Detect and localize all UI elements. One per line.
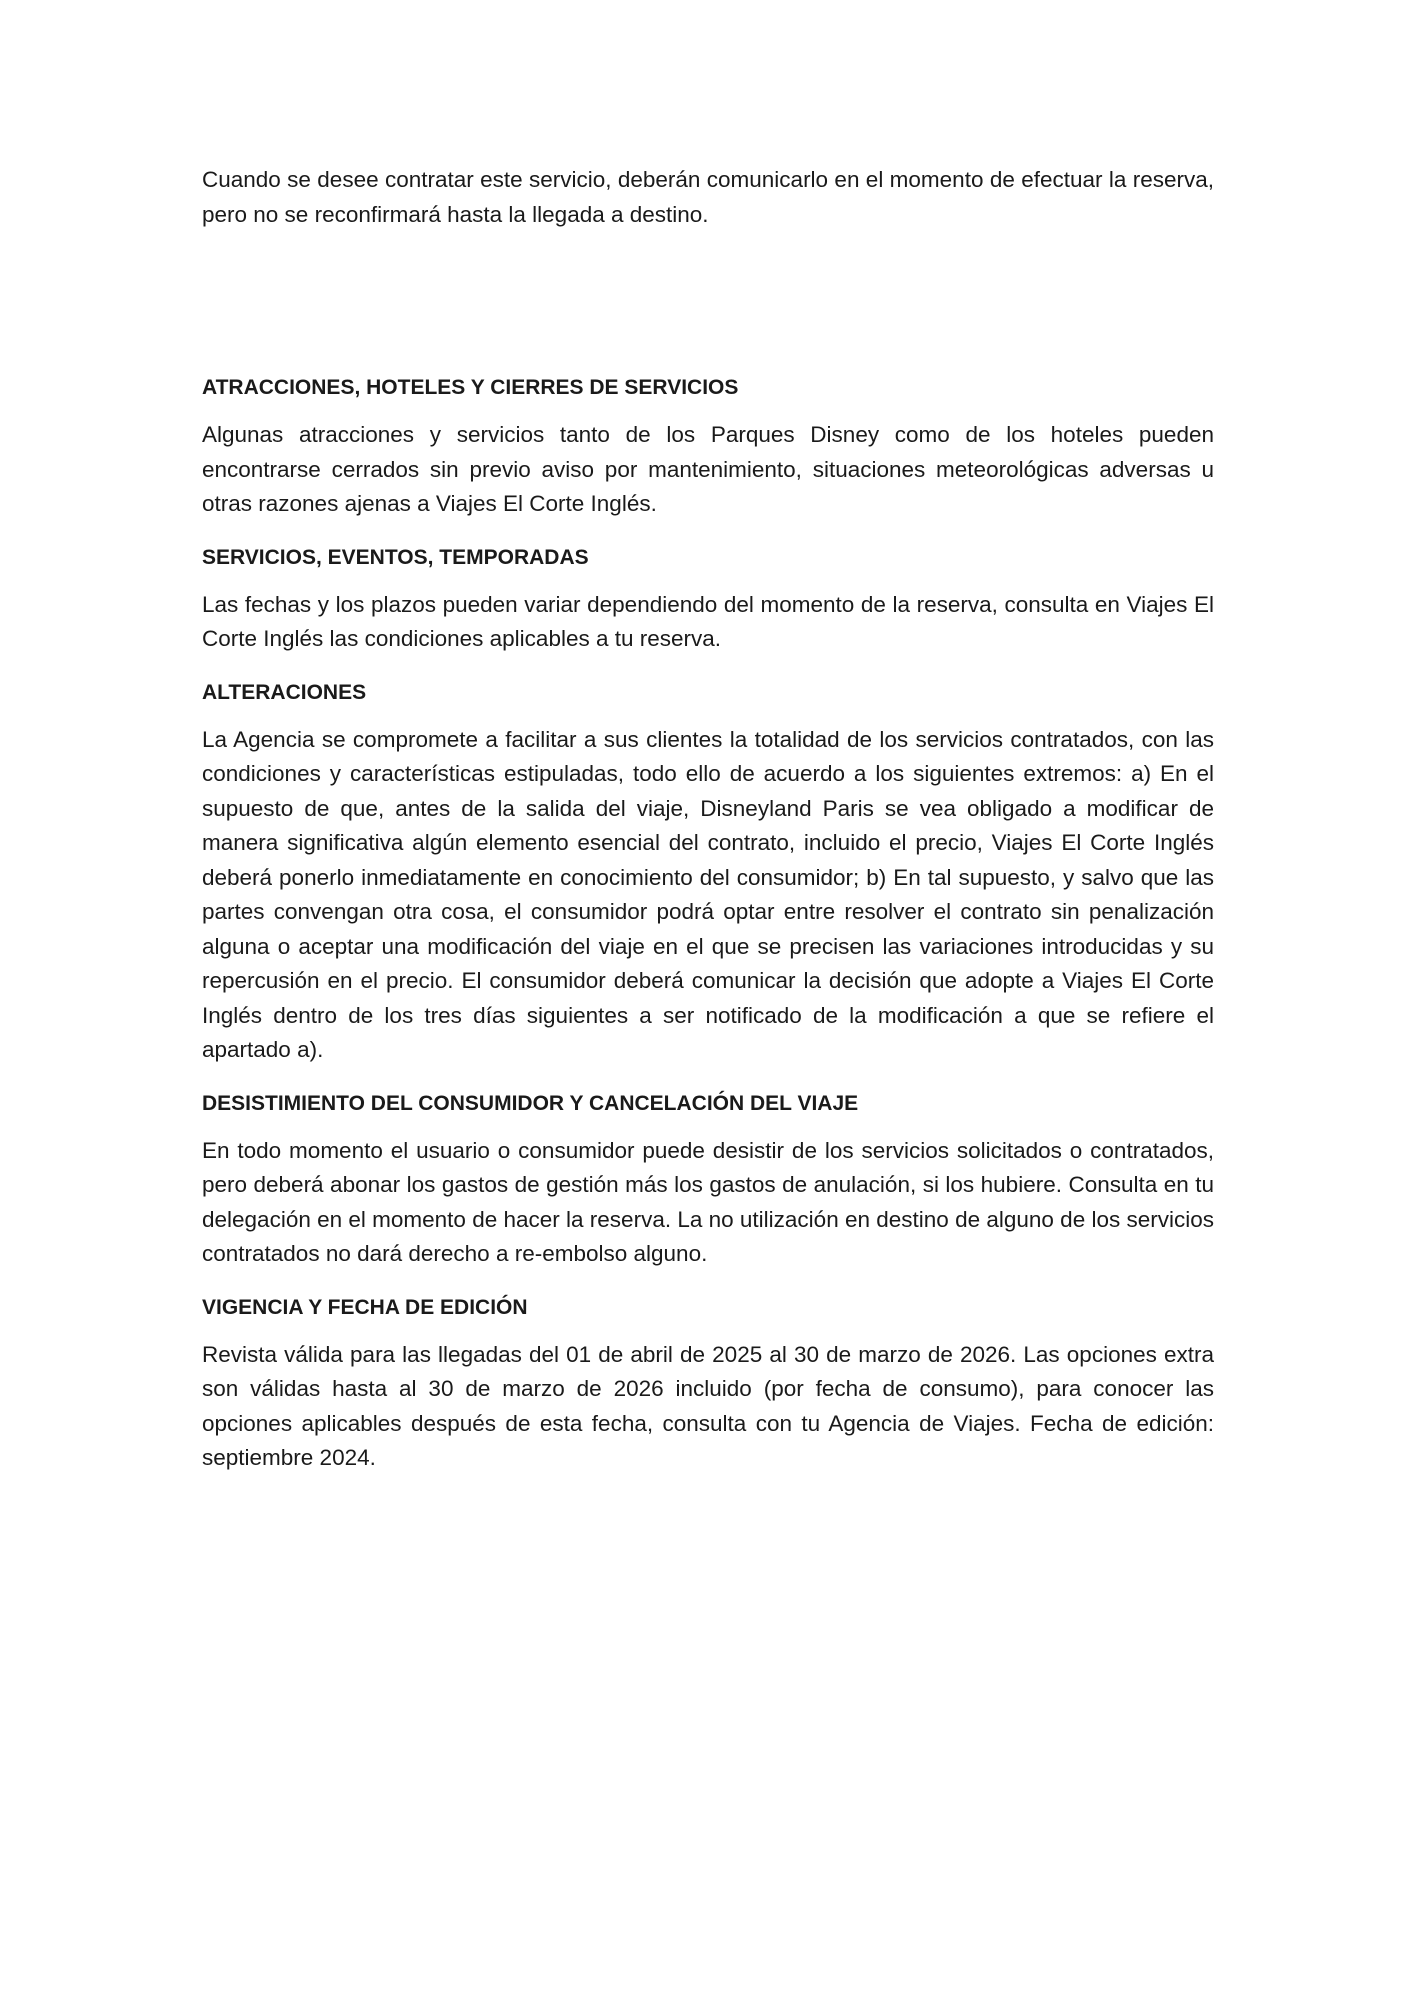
section-heading: DESISTIMIENTO DEL CONSUMIDOR Y CANCELACIÓN DEL VIAJE	[202, 1091, 859, 1115]
section-heading: SERVICIOS, EVENTOS, TEMPORADAS	[202, 545, 589, 569]
section-servicios	[202, 543, 1214, 657]
intro-paragraph: Cuando se desee contratar este servicio, deberán comunicarlo en el momento de efectuar la reserva, pero no se reconfirmará hasta la llegada a destino.	[202, 167, 1214, 227]
section-heading: ATRACCIONES, HOTELES Y CIERRES DE SERVICIOS	[202, 376, 739, 399]
section-desistimiento	[202, 1089, 1214, 1272]
section-heading: ALTERACIONES	[202, 680, 367, 704]
section-paragraph: La Agencia se compromete a facilitar a sus clientes la totalidad de los servicios contratados, con las condiciones y características estipuladas, todo ello de acuerdo a los siguientes extremos: a) En el supuesto de que, antes de la salida del viaje, Disneyland Paris se vea obligado a modificar de manera significativa algún elemento esencial del contrato, incluido el precio, Viajes El Corte Inglés deberá ponerlo inmediatamente en conocimiento del consumidor; b) En tal supuesto, y salvo que las partes convengan otra cosa, el consumidor podrá optar entre resolver el contrato sin penalización alguna o aceptar una modificación del viaje en el que se precisen las variaciones introducidas y su repercusión en el precio. El consumidor deberá comunicar la decisión que adopte a Viajes El Corte Inglés dentro de los tres días siguientes a ser notificado de la modificación a que se refiere el apartado a).	[202, 726, 1214, 1062]
section-paragraph: Las fechas y los plazos pueden variar dependiendo del momento de la reserva, consulta en Viajes El Corte Inglés las condiciones aplicables a tu reserva.	[202, 591, 1214, 651]
section-heading: VIGENCIA Y FECHA DE EDICIÓN	[202, 1295, 528, 1319]
document-page	[202, 163, 1214, 1476]
section-vigencia	[202, 1293, 1214, 1476]
section-paragraph: Algunas atracciones y servicios tanto de los Parques Disney como de los hoteles pueden encontrarse cerrados sin previo aviso por mantenimiento, situaciones meteorológicas adversas u otras razones ajenas a Viajes El Corte Inglés.	[202, 422, 1214, 516]
section-paragraph: Revista válida para las llegadas del 01 de abril de 2025 al 30 de marzo de 2026. Las opciones extra son válidas hasta al 30 de marzo de 2026 incluido (por fecha de consumo), para conocer las opciones aplicables después de esta fecha, consulta con tu Agencia de Viajes. Fecha de edición: septiembre 2024.	[202, 1341, 1214, 1470]
section-paragraph: En todo momento el usuario o consumidor puede desistir de los servicios solicitados o contratados, pero deberá abonar los gastos de gestión más los gastos de anulación, si los hubiere. Consulta en tu delegación en el momento de hacer la reserva. La no utilización en destino de alguno de los servicios contratados no dará derecho a re-embolso alguno.	[202, 1137, 1214, 1266]
section-atracciones	[202, 373, 1214, 522]
section-alteraciones	[202, 678, 1214, 1068]
